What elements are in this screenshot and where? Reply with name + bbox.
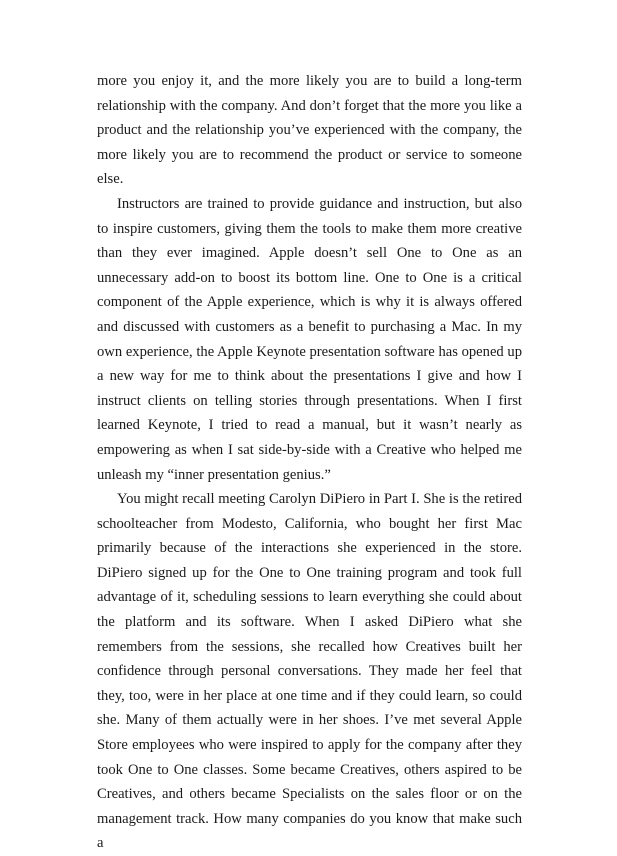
paragraph-continuation: more you enjoy it, and the more likely you are to build a long-term relationship with the company. And don’t forget that the more you like a product and the relationship you’ve experienced with the company, the more likely you are to recommend the product or service to someone else.	[97, 73, 522, 188]
paragraph-instructors: Instructors are trained to provide guidance and instruction, but also to inspire customers, giving them the tools to make them more creative than they ever imagined. Apple doesn’t sell One to One as an unnecessary add-on to boost its bottom line. One to One is a critical component of the Apple experience, which is why it is always offered and discussed with customers as a benefit to purchasing a Mac. In my own experience, the Apple Keynote presentation software has opened up a new way for me to think about the presentations I give and how I instruct clients on telling stories through presentations. When I first learned Keynote, I tried to read a manual, but it wasn’t nearly as empowering as when I sat side-by-side with a Creative who helped me unleash my “inner presentation genius.”	[97, 195, 522, 483]
paragraph-dipiero: You might recall meeting Carolyn DiPiero in Part I. She is the retired schoolteacher from Modesto, California, who bought her first Mac primarily because of the interactions she experienced in the store. DiPiero signed up for the One to One training program and took full advantage of it, scheduling sessions to learn everything she could about the platform and its software. When I asked DiPiero what she remembers from the sessions, she recalled how Creatives built her confidence through personal conversations. They made her feel that they, too, were in her place at one time and if they could learn, so could she. Many of them actually were in her shoes. I’ve met several Apple Store employees who were inspired to apply for the company after they took One to One classes. Some became Creatives, others aspired to be Creatives, and others became Specialists on the sales floor or on the management track. How many companies do you know that make such a	[97, 491, 522, 852]
book-page	[97, 69, 522, 856]
